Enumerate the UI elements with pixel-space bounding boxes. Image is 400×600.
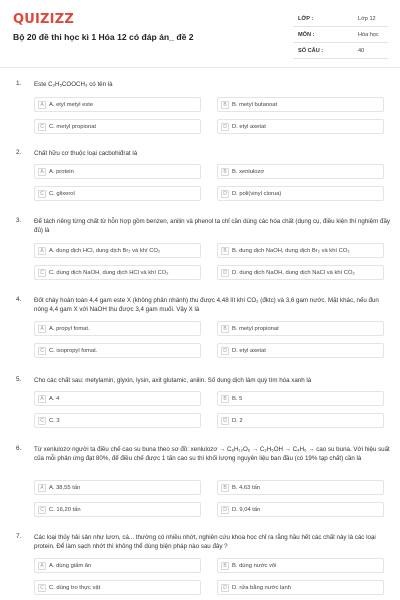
- option-text: C. isopropyl fomat.: [49, 347, 98, 354]
- worksheet-header: [0, 0, 400, 66]
- option-b[interactable]: [217, 243, 384, 258]
- option-text: B. dung dịch NaOH, dung dịch Br₂ và khí CO₂: [232, 247, 350, 254]
- option-text: A. dùng giấm ăn: [49, 562, 92, 569]
- question-text: Các loại thủy hải sản như lươn, cá... thường có nhiều nhớt, nghiên cứu khoa học chỉ ra rằng hầu hết các chất này là các loại protein. Để làm sạch nhớt thì không thể dùng biện pháp nào sau đây ?: [34, 534, 376, 550]
- option-letter: B: [221, 484, 229, 492]
- option-text: B. xenlulozơ: [232, 168, 265, 175]
- option-letter: D: [221, 417, 229, 425]
- question-number: 6.: [16, 445, 22, 452]
- option-b[interactable]: [217, 164, 384, 179]
- worksheet-title: Bộ 20 đề thi học kì 1 Hóa 12 có đáp án_ đề 2: [13, 32, 194, 42]
- option-text: D. etyl axetat: [232, 347, 266, 354]
- quizizz-logo: QUIZIZZ: [13, 12, 74, 27]
- meta-class: [293, 12, 388, 27]
- option-text: B. 5: [232, 395, 243, 402]
- question-number: 5.: [16, 376, 22, 383]
- option-text: D. dung dịch NaOH, dung dịch NaCl và khí CO₂: [232, 269, 355, 276]
- question-number: 3.: [16, 217, 22, 224]
- option-b[interactable]: [217, 391, 384, 406]
- option-text: C. 3: [49, 417, 60, 424]
- option-text: B. dùng nước vôi: [232, 562, 277, 569]
- option-letter: B: [221, 325, 229, 333]
- option-text: C. 16,20 tấn: [49, 506, 81, 513]
- option-text: D. 9,04 tấn: [232, 506, 261, 513]
- meta-label: SỐ CÂU :: [298, 48, 324, 54]
- option-d[interactable]: [217, 119, 384, 134]
- option-letter: A: [38, 325, 46, 333]
- option-a[interactable]: [34, 243, 201, 258]
- option-a[interactable]: [34, 164, 201, 179]
- option-text: A. dung dịch HCl, dung dịch Br₂ và khí CO₂: [49, 247, 161, 254]
- option-d[interactable]: [217, 343, 384, 358]
- meta-question-count: [293, 44, 388, 59]
- option-c[interactable]: [34, 119, 201, 134]
- option-d[interactable]: [217, 413, 384, 428]
- option-d[interactable]: [217, 265, 384, 280]
- option-letter: A: [38, 395, 46, 403]
- meta-divider: [293, 58, 388, 59]
- header-divider: [0, 67, 400, 68]
- meta-label: LỚP :: [298, 16, 314, 22]
- option-text: D. 2: [232, 417, 243, 424]
- option-text: A. 4: [49, 395, 60, 402]
- option-letter: D: [221, 506, 229, 514]
- option-letter: A: [38, 562, 46, 570]
- option-a[interactable]: [34, 321, 201, 336]
- option-text: C. dùng tro thực vật: [49, 584, 101, 591]
- option-letter: A: [38, 168, 46, 176]
- option-d[interactable]: [217, 580, 384, 595]
- option-letter: A: [38, 484, 46, 492]
- option-text: B. 4,63 tấn: [232, 484, 261, 491]
- option-c[interactable]: [34, 186, 201, 201]
- question-number: 2.: [16, 149, 22, 156]
- question-number: 7.: [16, 533, 22, 540]
- question-text: Từ xenlulozơ người ta điều chế cao su buna theo sơ đồ: xenlulozơ → C₆H₁₂O₆ → C₂H₅OH → C₄H₆ → cao su buna. Với hiệu suất của mỗi phản ứng đạt 80%, để điều chế được 1 tấn cao su thì khối lượng nguyên liệu ban đầu (có 19% tạp chất) cần là: [34, 446, 390, 462]
- option-text: D. etyl axetat: [232, 123, 266, 130]
- option-c[interactable]: [34, 265, 201, 280]
- option-text: B. metyl butanoat: [232, 101, 278, 108]
- option-text: C. glixerol: [49, 190, 75, 197]
- option-letter: B: [221, 168, 229, 176]
- option-text: D. rửa bằng nước lạnh: [232, 584, 291, 591]
- option-a[interactable]: [34, 558, 201, 573]
- option-letter: B: [221, 101, 229, 109]
- option-a[interactable]: [34, 391, 201, 406]
- option-letter: C: [38, 347, 46, 355]
- option-letter: B: [221, 562, 229, 570]
- meta-value: Hóa học: [358, 32, 379, 38]
- option-text: A. propyl fomat.: [49, 325, 90, 332]
- option-letter: C: [38, 123, 46, 131]
- option-text: B. metyl propionat: [232, 325, 279, 332]
- option-a[interactable]: [34, 480, 201, 495]
- option-letter: C: [38, 417, 46, 425]
- option-letter: C: [38, 269, 46, 277]
- option-letter: A: [38, 101, 46, 109]
- option-letter: C: [38, 190, 46, 198]
- option-d[interactable]: [217, 186, 384, 201]
- meta-label: MÔN :: [298, 32, 315, 38]
- question-text: Chất hữu cơ thuộc loại cacbohiđrat là: [34, 150, 138, 157]
- option-text: C. dung dịch NaOH, dung dịch HCl và khí CO₂: [49, 269, 169, 276]
- option-letter: D: [221, 190, 229, 198]
- option-b[interactable]: [217, 480, 384, 495]
- question-number: 4.: [16, 296, 22, 303]
- meta-value: 40: [358, 48, 365, 54]
- question-text: Cho các chất sau: metylamin, glyxin, lysin, axit glutamic, anilin. Số dung dịch làm quỳ tím hóa xanh là: [34, 377, 312, 384]
- option-d[interactable]: [217, 502, 384, 517]
- question-text: Đốt cháy hoàn toàn 4,4 gam este X (không phân nhánh) thu được 4,48 lít khí CO₂ (đktc) và 3,6 gam nước. Mặt khác, nếu đun nóng 4,4 gam X với NaOH thu được 3,4 gam muối. Vậy X là: [34, 297, 379, 313]
- option-letter: C: [38, 506, 46, 514]
- option-text: A. protein: [49, 168, 74, 175]
- meta-divider: [293, 42, 388, 43]
- option-c[interactable]: [34, 580, 201, 595]
- option-letter: D: [221, 123, 229, 131]
- meta-subject: [293, 28, 388, 43]
- question-text: Để tách riêng từng chất từ hỗn hợp gồm benzen, anilin và phenol ta chỉ cần dùng các hóa chất (dụng cụ, điều kiện thí nghiệm đầy đủ) là: [34, 218, 390, 234]
- question-number: 1.: [16, 80, 22, 87]
- option-b[interactable]: [217, 97, 384, 112]
- question-text: Este C₂H₅COOCH₃ có tên là: [34, 81, 113, 88]
- option-c[interactable]: [34, 502, 201, 517]
- option-a[interactable]: [34, 97, 201, 112]
- option-c[interactable]: [34, 343, 201, 358]
- option-b[interactable]: [217, 321, 384, 336]
- meta-divider: [293, 26, 388, 27]
- option-b[interactable]: [217, 558, 384, 573]
- option-text: D. poli(vinyl clorua): [232, 190, 282, 197]
- option-letter: D: [221, 269, 229, 277]
- option-text: A. etyl metyl este: [49, 101, 94, 108]
- option-text: C. metyl propionat: [49, 123, 97, 130]
- option-letter: D: [221, 347, 229, 355]
- option-letter: D: [221, 584, 229, 592]
- option-text: A. 38,55 tấn: [49, 484, 81, 491]
- option-c[interactable]: [34, 413, 201, 428]
- option-letter: B: [221, 247, 229, 255]
- option-letter: C: [38, 584, 46, 592]
- meta-value: Lớp 12: [358, 16, 376, 22]
- option-letter: B: [221, 395, 229, 403]
- option-letter: A: [38, 247, 46, 255]
